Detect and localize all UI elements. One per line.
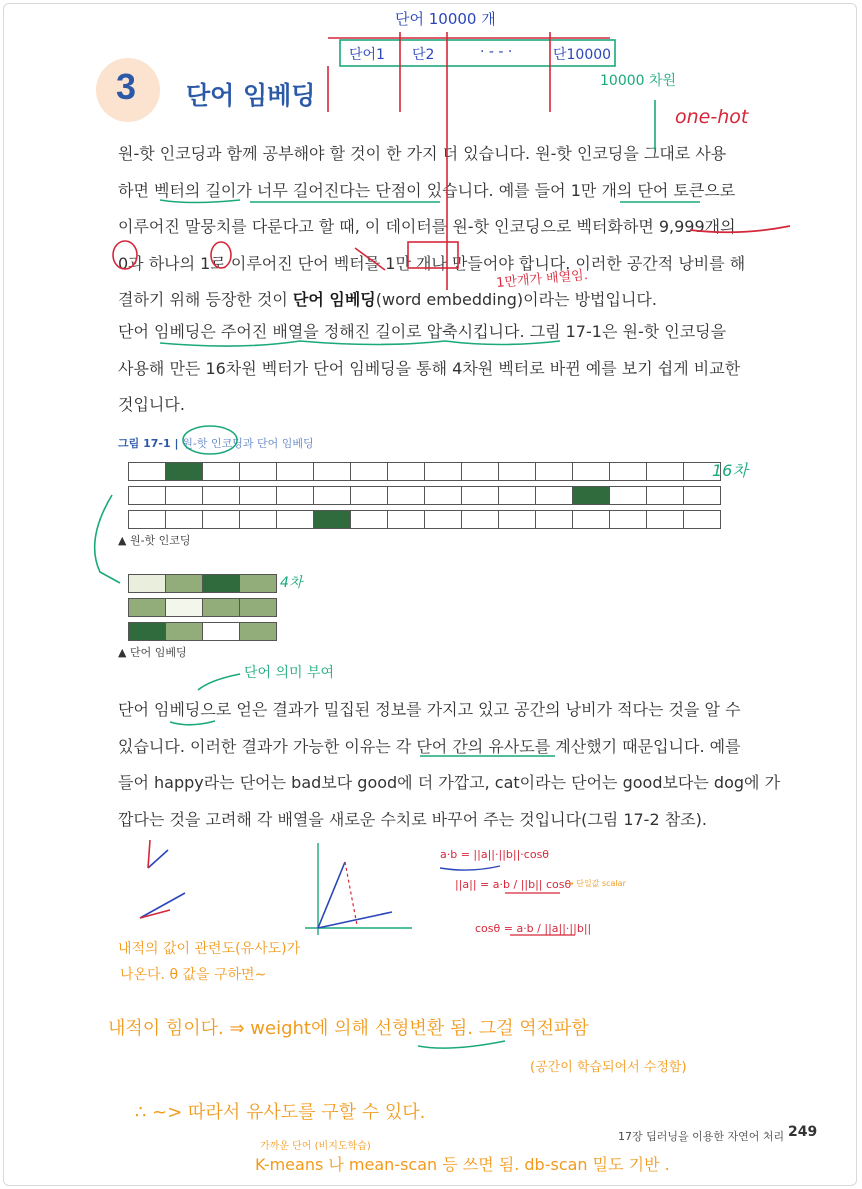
figure-title: 원-핫 인코딩과 단어 임베딩 (182, 437, 314, 450)
wavy-underline (160, 341, 560, 346)
underline (690, 226, 790, 232)
text-line: 사용해 만든 16차원 벡터가 단어 임베딩을 통해 4차원 벡터로 바뀐 예를 보기 쉽게 비교한 (118, 358, 741, 378)
hw-onehot-note: one-hot (675, 106, 749, 128)
section-title: 단어 임베딩 (186, 81, 316, 110)
circle-mark (113, 241, 137, 269)
hw-dim4: 4차 (280, 575, 303, 591)
hw-eq3: cosθ = a·b / ||a||·||b|| (475, 922, 592, 935)
text-line: 0과 하나의 1로 이루어진 단어 벡터를 1만 개나 만들어야 합니다. 이러한 공간적 낭비를 해 (118, 253, 746, 273)
hw-note7: K-means 나 mean-scan 등 쓰면 됨. db-scan 밀도 기반 . (255, 1155, 670, 1174)
box-mark (408, 242, 458, 268)
hw-eq1: a·b = ||a||·||b||·cosθ (440, 848, 550, 861)
hw-top-title: 단어 10000 개 (395, 10, 496, 28)
circle-mark (211, 242, 231, 268)
hw-note5: ∴ ~> 따라서 유사도를 구할 수 있다. (135, 1102, 426, 1123)
hw-cell: 단10000 (553, 47, 612, 63)
underline (170, 721, 215, 725)
text-line: 원-핫 인코딩과 함께 공부해야 할 것이 한 가지 더 있습니다. 원-핫 인코딩을 그대로 사용 (118, 144, 727, 163)
arrow (198, 674, 240, 690)
projection-line (345, 862, 357, 925)
hw-note3: 내적이 힘이다. ⇒ weight에 의해 선형변환 됨. 그걸 역전파함 (108, 1018, 589, 1039)
strike (355, 248, 385, 270)
hw-dim-note: 10000 차원 (600, 73, 677, 89)
hw-note2: 나온다. θ 값을 구하면~ (120, 967, 267, 983)
vector-sketch (140, 893, 185, 918)
hw-eq2: ||a|| = a·b / ||b|| cosθ (455, 878, 572, 891)
hw-dim16: 16차 (712, 461, 748, 480)
figure-label: 그림 17-1 (118, 437, 171, 450)
vector-sketch (148, 850, 168, 868)
vector-sketch (140, 910, 170, 918)
page-number: 249 (788, 1124, 818, 1140)
hw-scalar: → 단일값 scalar (567, 879, 626, 888)
text-line: 있습니다. 이러한 결과가 가능한 이유는 각 단어 간의 유사도를 계산했기 때문입니다. 예를 (118, 736, 741, 756)
text-line: 하면 벡터의 길이가 너무 길어진다는 단점이 있습니다. 예를 들어 1만 개의 단어 토큰으로 (118, 180, 736, 200)
bold-term: 단어 임베딩 (292, 290, 376, 309)
hw-note6: 가까운 단어 (비지도학습) (260, 1141, 371, 1152)
curved-arrow (95, 495, 120, 583)
text-line: 들어 happy라는 단어는 bad보다 good에 더 가깝고, cat이라는 단어는 good보다는 dog에 가 (118, 773, 781, 792)
text-run: 결하기 위해 등장한 것이 (118, 290, 293, 309)
hw-cell: 단2 (412, 47, 435, 63)
hw-count-note: 1만개가 배열임. (495, 268, 589, 291)
hw-cell: · - - · (480, 44, 513, 60)
wavy-underline (418, 1041, 505, 1048)
underline (160, 200, 240, 203)
chapter-footer: 17장 딥러닝을 이용한 자연어 처리 (618, 1130, 785, 1143)
figure-caption: 그림 17-1 | 원-핫 인코딩과 단어 임베딩 (118, 437, 314, 450)
onehot-label: ▲ 원-핫 인코딩 (118, 534, 191, 547)
text-line: 것입니다. (118, 395, 185, 414)
vector-sketch (148, 840, 150, 868)
text-line: 단어 임베딩은 주어진 배열을 정해진 길이로 압축시킵니다. 그림 17-1은 원-핫 인코딩을 (118, 322, 727, 341)
text-line: 단어 임베딩으로 얻은 결과가 밀집된 정보를 가지고 있고 공간의 낭비가 적다는 것을 알 수 (118, 700, 741, 719)
circle-mark (183, 426, 237, 454)
text-line: 깝다는 것을 고려해 각 배열을 새로운 수치로 바꾸어 주는 것입니다(그림 17-2 참조). (118, 809, 707, 829)
hw-note1: 내적의 값이 관련도(유사도)가 (118, 941, 301, 957)
underline (440, 866, 500, 870)
text-run: (word embedding)이라는 방법입니다. (375, 290, 657, 309)
section-number: 3 (116, 66, 137, 107)
vector-b (318, 912, 392, 928)
hw-meaning: 단어 의미 부여 (244, 665, 335, 681)
text-line: 이루어진 말뭉치를 다룬다고 할 때, 이 데이터를 원-핫 인코딩으로 벡터화하면 9,999개의 (118, 217, 736, 236)
embedding-label: ▲ 단어 임베딩 (118, 646, 187, 659)
hw-cell: 단어1 (349, 47, 385, 63)
hw-note4: (공간이 학습되어서 수정함) (530, 1060, 687, 1075)
vector-a (318, 862, 345, 928)
